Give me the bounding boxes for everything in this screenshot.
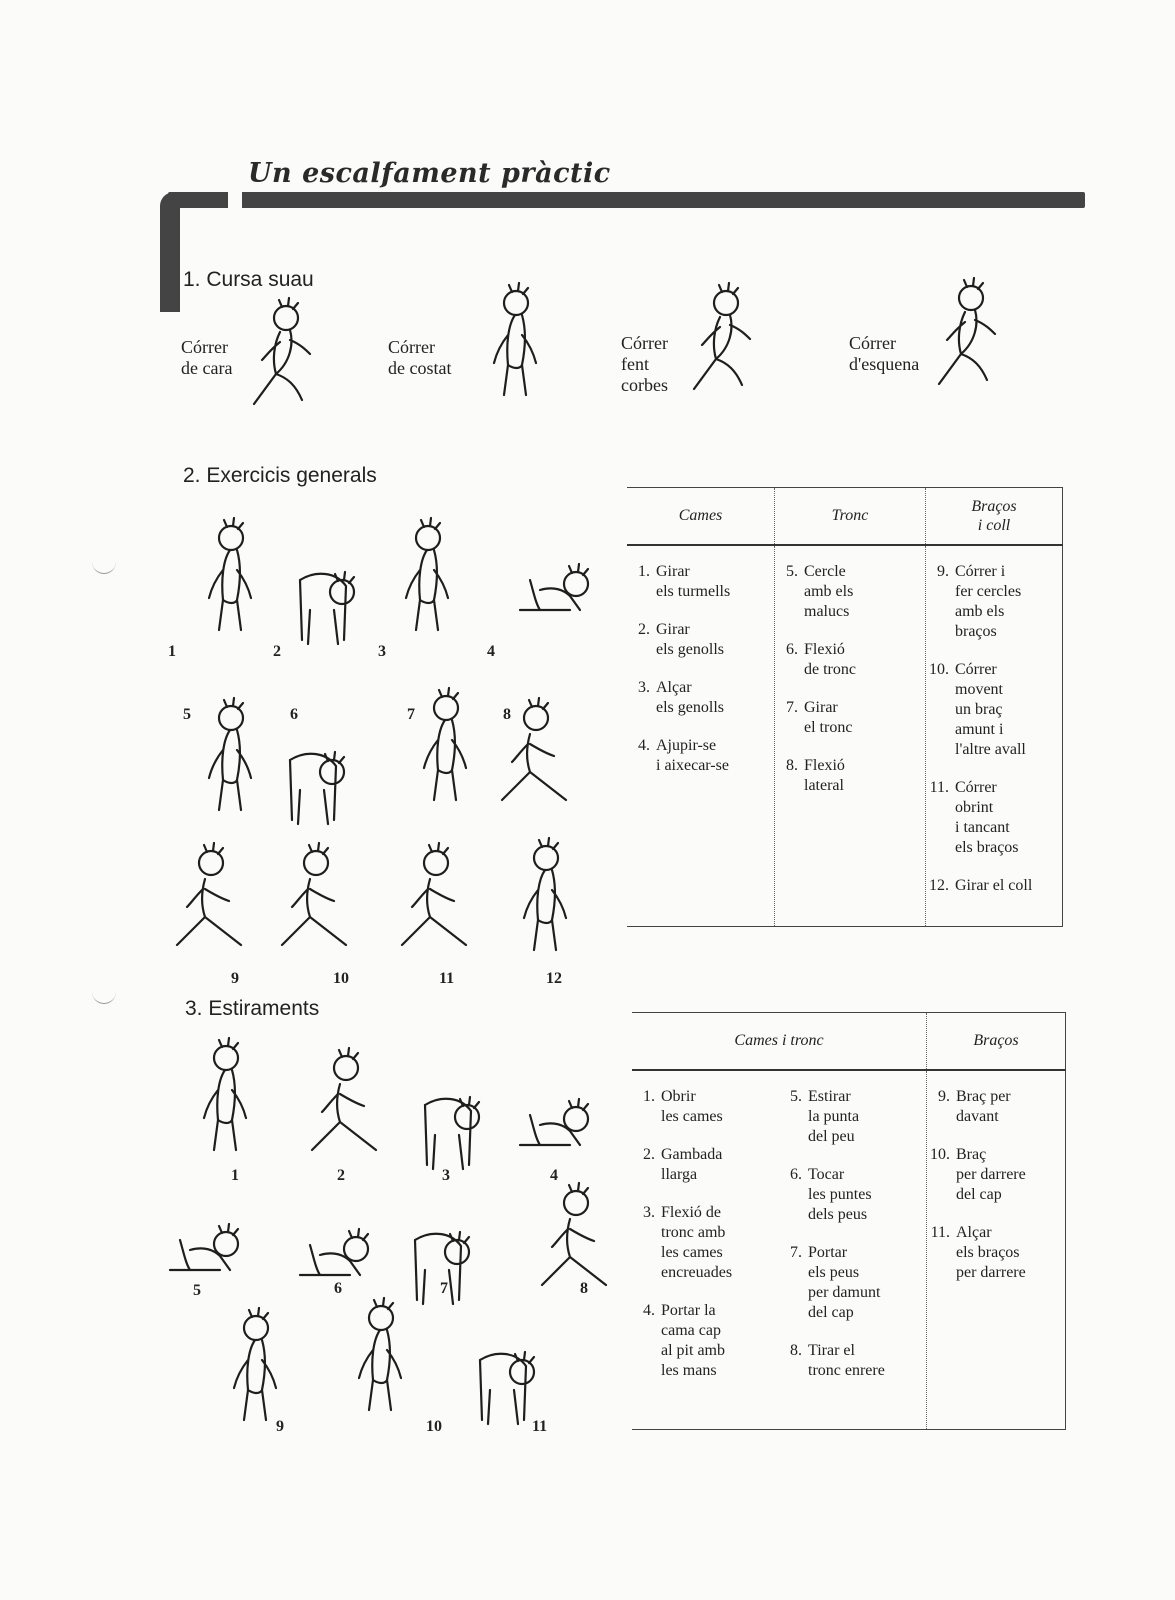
table2-item <box>780 1341 925 1381</box>
item-text: Córrer movent un braç amunt i l'altre avall <box>955 661 1026 758</box>
header-rule-notch <box>228 192 242 214</box>
table2-col-3 <box>927 1070 1066 1430</box>
item-text: Flexió de tronc amb les cames encreuades <box>661 1204 733 1281</box>
item-number: 6. <box>786 641 798 658</box>
stretch-number-2: 2 <box>337 1167 345 1184</box>
table2-item <box>780 1087 925 1147</box>
item-text: Braç per darrere del cap <box>956 1146 1026 1203</box>
header-bracket <box>160 192 180 312</box>
running-figure-4 <box>925 280 1015 405</box>
table2-item <box>780 1243 925 1323</box>
table1-item <box>628 620 773 660</box>
stretch-figure-2 <box>300 1050 390 1175</box>
table2-item <box>633 1145 778 1185</box>
item-text: Córrer i fer cercles amb els braços <box>955 563 1022 640</box>
item-text: Córrer obrint i tancant els braços <box>955 779 1019 856</box>
table2-header-cames-tronc: Cames i tronc <box>632 1013 927 1071</box>
exercise-figure-4 <box>500 530 590 655</box>
run-label-1: Córrer de cara <box>181 337 233 378</box>
item-number: 10. <box>930 1146 950 1163</box>
running-figure-3 <box>680 285 770 410</box>
item-text: Flexió de tronc <box>804 641 856 678</box>
exercise-number-12: 12 <box>546 970 562 987</box>
item-number: 6. <box>790 1166 802 1183</box>
table1-col-bracos <box>926 545 1063 927</box>
item-number: 8. <box>786 757 798 774</box>
stretch-number-6: 6 <box>334 1280 342 1297</box>
table1-item <box>927 876 1061 896</box>
table1-header-bracos: Braços i coll <box>926 488 1063 546</box>
section-3-heading: 3. Estiraments <box>185 997 320 1020</box>
item-text: Gambada llarga <box>661 1146 723 1183</box>
item-number: 9. <box>938 1088 950 1105</box>
item-number: 12. <box>929 877 949 894</box>
running-figure-1 <box>240 300 330 425</box>
stretch-number-4: 4 <box>550 1167 558 1184</box>
item-text: Braç per davant <box>956 1088 1011 1125</box>
item-text: Tirar el tronc enrere <box>808 1342 885 1379</box>
item-number: 11. <box>930 1224 950 1241</box>
item-number: 5. <box>790 1088 802 1105</box>
table2-item <box>928 1223 1064 1283</box>
item-text: Girar el coll <box>955 877 1033 894</box>
table2-item <box>633 1203 778 1283</box>
item-number: 7. <box>786 699 798 716</box>
item-number: 5. <box>786 563 798 580</box>
item-number: 1. <box>643 1088 655 1105</box>
exercise-figure-6 <box>270 720 360 845</box>
section-1-heading: 1. Cursa suau <box>183 268 314 291</box>
stretch-number-5: 5 <box>193 1282 201 1299</box>
item-number: 9. <box>937 563 949 580</box>
page-title: Un escalfament pràctic <box>248 158 611 189</box>
exercise-figure-12 <box>500 840 590 965</box>
table2-item <box>633 1087 778 1127</box>
item-number: 2. <box>638 621 650 638</box>
stretch-figure-3 <box>405 1065 495 1190</box>
item-text: Estirar la punta del peu <box>808 1088 860 1145</box>
section-2-heading: 2. Exercicis generals <box>183 464 377 487</box>
table1-item <box>628 562 773 602</box>
item-text: Obrir les cames <box>661 1088 723 1125</box>
item-text: Girar els turmells <box>656 563 731 600</box>
table1-item <box>927 562 1061 642</box>
table1-item <box>628 736 773 776</box>
item-number: 10. <box>929 661 949 678</box>
exercise-figure-11 <box>390 845 480 970</box>
stretch-figure-10 <box>335 1300 425 1425</box>
exercise-number-8: 8 <box>503 706 511 723</box>
running-figure-2 <box>470 285 560 410</box>
item-text: Portar la cama cap al pit amb les mans <box>661 1302 725 1379</box>
item-number: 8. <box>790 1342 802 1359</box>
item-text: Girar el tronc <box>804 699 853 736</box>
stretch-number-8: 8 <box>580 1280 588 1297</box>
table1-item <box>776 640 924 680</box>
table-stretches <box>632 1012 1066 1430</box>
table2-col-1 <box>632 1070 779 1430</box>
table1-item <box>927 778 1061 858</box>
stretch-number-7: 7 <box>440 1280 448 1297</box>
exercise-number-9: 9 <box>231 970 239 987</box>
exercise-figure-5 <box>185 700 275 825</box>
exercise-figure-3 <box>382 520 472 645</box>
stretch-number-9: 9 <box>276 1418 284 1435</box>
item-number: 2. <box>643 1146 655 1163</box>
item-number: 3. <box>638 679 650 696</box>
item-number: 7. <box>790 1244 802 1261</box>
stretch-figure-4 <box>500 1065 590 1190</box>
table2-item <box>928 1145 1064 1205</box>
table1-item <box>776 562 924 622</box>
run-label-2: Córrer de costat <box>388 337 452 378</box>
table1-col-cames <box>627 545 775 927</box>
item-number: 1. <box>638 563 650 580</box>
table1-item <box>776 756 924 796</box>
item-text: Tocar les puntes dels peus <box>808 1166 872 1223</box>
exercise-figure-10 <box>270 845 360 970</box>
table1-header-cames: Cames <box>627 488 775 546</box>
stretch-figure-9 <box>210 1310 300 1435</box>
item-number: 4. <box>643 1302 655 1319</box>
item-text: Girar els genolls <box>656 621 724 658</box>
exercise-number-5: 5 <box>183 706 191 723</box>
header-rule <box>168 192 1085 208</box>
table2-col-2 <box>779 1070 927 1430</box>
stretch-number-11: 11 <box>532 1418 548 1435</box>
table1-item <box>927 660 1061 760</box>
exercise-number-2: 2 <box>273 643 281 660</box>
exercise-figure-2 <box>280 540 370 665</box>
item-text: Ajupir-se i aixecar-se <box>656 737 729 774</box>
item-text: Flexió lateral <box>804 757 845 794</box>
exercise-number-3: 3 <box>378 643 386 660</box>
run-label-4: Córrer d'esquena <box>849 333 920 374</box>
item-number: 4. <box>638 737 650 754</box>
punch-hole-mark <box>92 555 116 574</box>
exercise-number-10: 10 <box>333 970 349 987</box>
table2-item <box>780 1165 925 1225</box>
item-number: 11. <box>929 779 949 796</box>
stretch-figure-1 <box>180 1040 270 1165</box>
table1-item <box>628 678 773 718</box>
exercise-number-4: 4 <box>487 643 495 660</box>
stretch-number-10: 10 <box>426 1418 442 1435</box>
table2-item <box>928 1087 1064 1127</box>
table-general-exercises <box>627 487 1063 927</box>
item-number: 3. <box>643 1204 655 1221</box>
stretch-number-1: 1 <box>231 1167 239 1184</box>
exercise-figure-9 <box>165 845 255 970</box>
item-text: Alçar els genolls <box>656 679 724 716</box>
run-label-3: Córrer fent corbes <box>621 333 668 395</box>
exercise-number-11: 11 <box>439 970 455 987</box>
punch-hole-mark <box>92 985 116 1004</box>
table1-item <box>776 698 924 738</box>
table2-item <box>633 1301 778 1381</box>
table1-header-tronc: Tronc <box>775 488 926 546</box>
exercise-figure-1 <box>185 520 275 645</box>
stretch-figure-8 <box>530 1185 620 1310</box>
table2-header-bracos: Braços <box>927 1013 1066 1071</box>
item-text: Alçar els braços per darrere <box>956 1224 1026 1281</box>
stretch-number-3: 3 <box>442 1167 450 1184</box>
exercise-number-7: 7 <box>407 706 415 723</box>
item-text: Cercle amb els malucs <box>804 563 854 620</box>
table1-col-tronc <box>775 545 926 927</box>
exercise-number-6: 6 <box>290 706 298 723</box>
item-text: Portar els peus per damunt del cap <box>808 1244 881 1321</box>
exercise-number-1: 1 <box>168 643 176 660</box>
